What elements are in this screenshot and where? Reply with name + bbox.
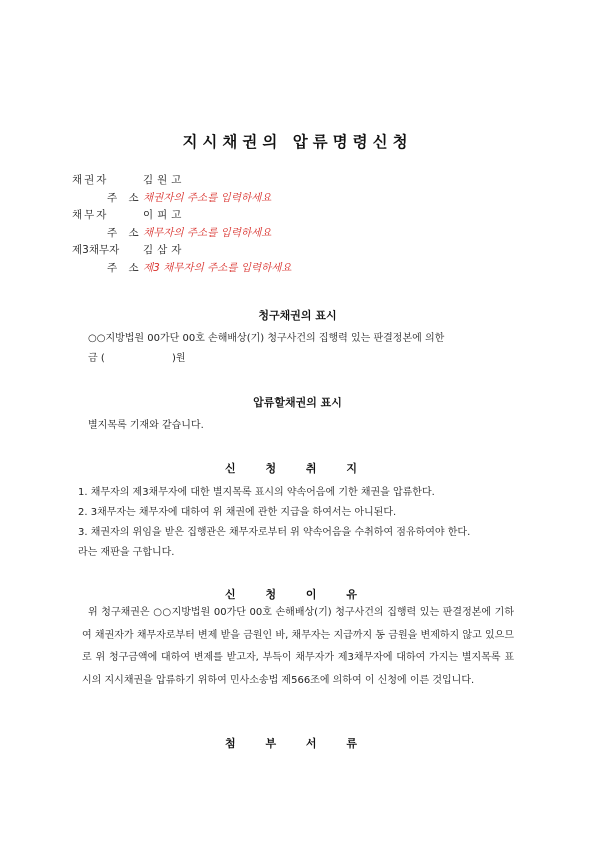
creditor-address-label: 주 소 [107,192,143,204]
reason-heading: 신 청 이 유 [225,588,370,601]
purpose-item: 3. 채권자의 위임을 받은 집행관은 채무자로부터 위 약속어음을 수취하여 점유하여야 한다. [78,527,471,538]
third-debtor-address-label: 주 소 [107,262,143,274]
purpose-closing: 라는 재판을 구합니다. [78,547,175,558]
purpose-item: 1. 채무자의 제3채무자에 대한 별지목록 표시의 약속어음에 기한 채권을 압류한다. [78,487,435,498]
debtor-address-label: 주 소 [107,227,143,239]
purpose-item: 2. 3채무자는 채무자에 대하여 위 채권에 관한 지급을 하여서는 아니된다. [78,507,397,518]
claim-heading: 청구채권의 표시 [258,309,337,322]
document-title: 지시채권의 압류명령신청 [182,133,413,151]
debtor-label: 채무자 [72,209,109,221]
purpose-heading: 신 청 취 지 [225,462,370,475]
seized-claim-heading: 압류할채권의 표시 [253,396,342,409]
claim-amount-suffix: )원 [172,353,186,364]
creditor-address: 채권자의 주소를 입력하세요 [143,192,272,204]
third-debtor-name: 김삼자 [143,244,186,256]
debtor-name: 이피고 [143,209,186,221]
third-debtor-address: 제3 채무자의 주소를 입력하세요 [143,262,292,274]
creditor-label: 채권자 [72,174,109,186]
creditor-name: 김원고 [143,174,186,186]
claim-text: ○○지방법원 00가단 00호 손해배상(기) 청구사건의 집행력 있는 판결정본에 의한 [88,333,445,344]
attachments-heading: 첨 부 서 류 [225,737,370,750]
reason-text: 위 청구채권은 ○○지방법원 00가단 00호 손해배상(기) 청구사건의 집행력 있는 판결정본에 기하여 채권자가 채무자로부터 변제 받을 금원인 바, 채무자는 지급까지 동 금원을 변제하지 않고 있으므로 위 청구금액에 대하여 변제를 받고자, 부득이 채무자가 제3채무자에 대하여 가지는 별지목록 표시의 지시채권을 압류하기 위하여 민사소송법 제566조에 의하여 이 신청에 이른 것입니다. [82,607,514,686]
debtor-address: 채무자의 주소를 입력하세요 [143,227,272,239]
claim-amount-prefix: 금 ( [88,353,105,364]
seized-claim-text: 별지목록 기재와 같습니다. [88,420,204,431]
third-debtor-label: 제3채무자 [72,244,120,256]
